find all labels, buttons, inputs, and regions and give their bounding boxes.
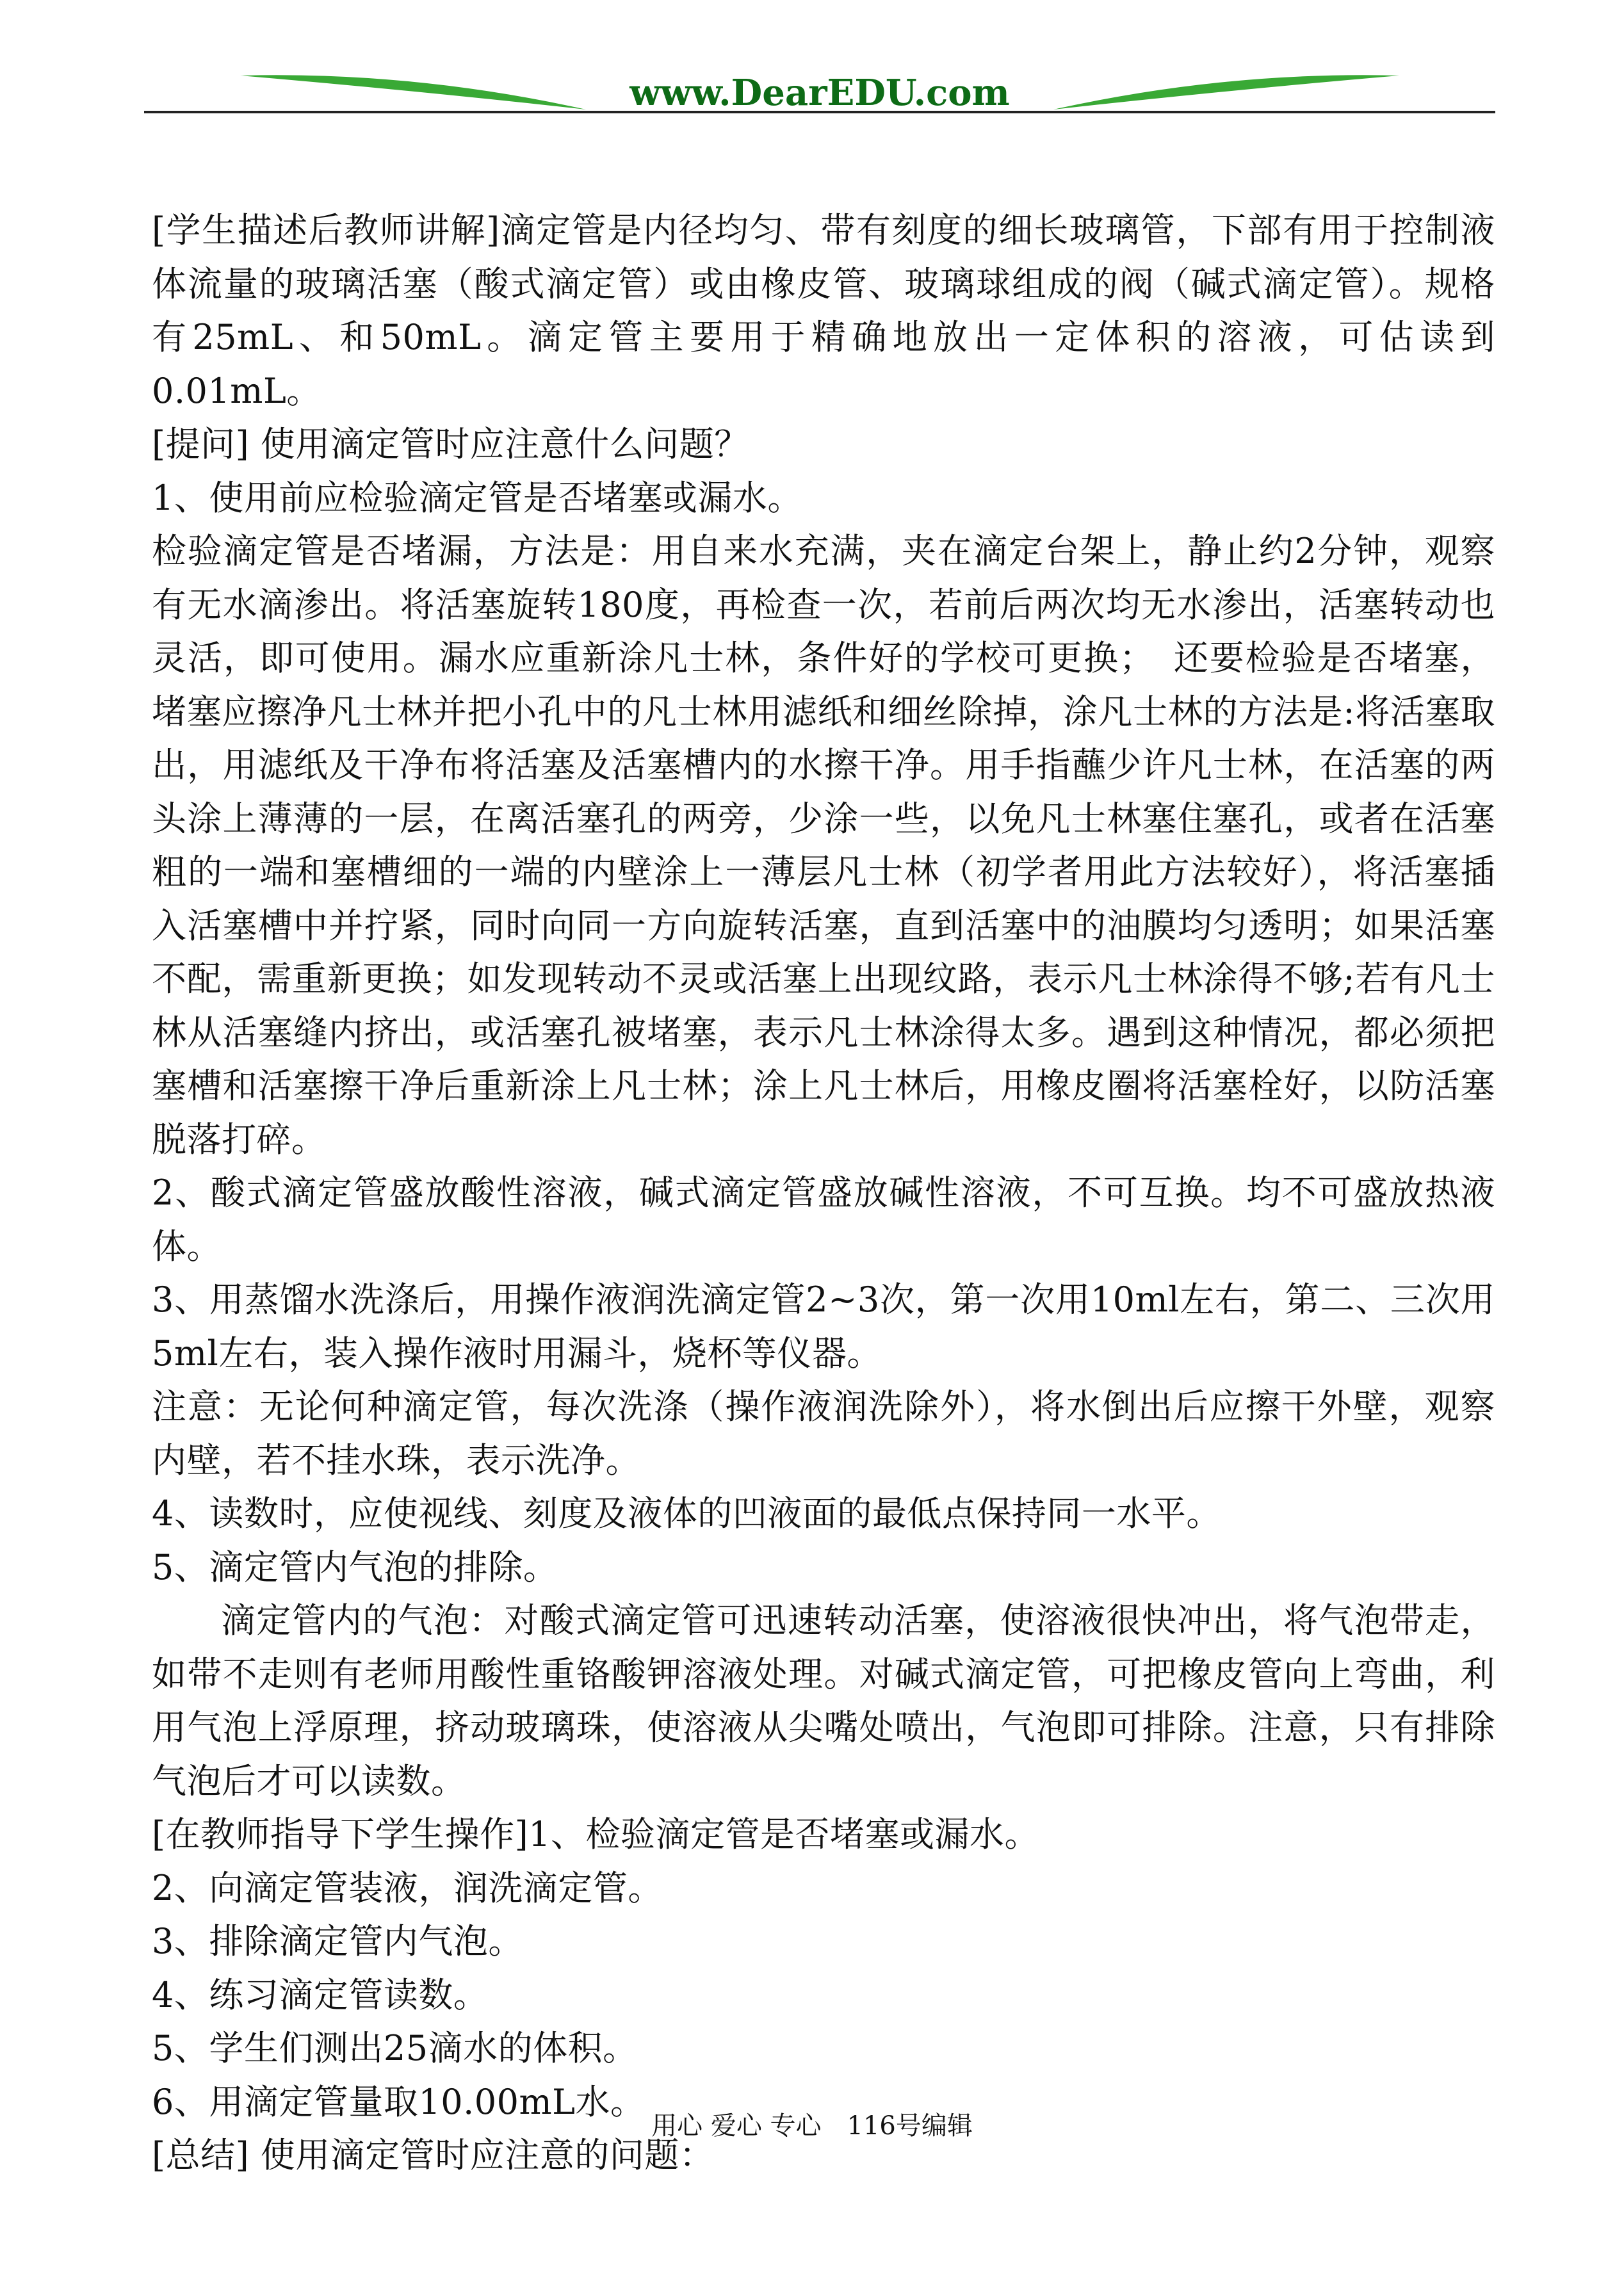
paragraph-note: 注意：无论何种滴定管，每次洗涤（操作液润洗除外），将水倒出后应擦干外壁，观察内壁，若不挂水珠，表示洗净。: [152, 1386, 1495, 1480]
practice-item-3: 3、排除滴定管内气泡。: [152, 1921, 523, 1961]
paragraph-question: [提问] 使用滴定管时应注意什么问题？: [152, 424, 749, 464]
left-swoosh-icon: [240, 75, 586, 109]
logo-text: www.DearEDU.com: [629, 72, 1010, 114]
practice-item-5: 5、学生们测出25滴水的体积。: [152, 2028, 638, 2068]
practice-item-4: 4、练习滴定管读数。: [152, 1974, 489, 2015]
paragraph-leak-check: 检验滴定管是否堵漏，方法是：用自来水充满，夹在滴定台架上，静止约2分钟，观察有无水滴渗出。将活塞旋转180度，再检查一次，若前后两次均无水渗出，活塞转动也灵活，即可使用。漏水应重新涂凡士林，条件好的学校可更换； 还要检验是否堵塞，堵塞应擦净凡士林并把小孔中的凡士林用滤纸和细丝除掉，涂凡士林的方法是:将活塞取出，用滤纸及干净布将活塞及活塞槽内的水擦干净。用手指蘸少许凡士林，在活塞的两头涂上薄薄的一层，在离活塞孔的两旁，少涂一些，以免凡士林塞住塞孔，或者在活塞粗的一端和塞槽细的一端的内壁涂上一薄层凡士林（初学者用此方法较好），将活塞插入活塞槽中并拧紧，同时向同一方向旋转活塞，直到活塞中的油膜均匀透明；如果活塞不配，需重新更换；如发现转动不灵或活塞上出现纹路，表示凡士林涂得不够;若有凡士林从活塞缝内挤出，或活塞孔被堵塞，表示凡士林涂得太多。遇到这种情况，都必须把塞槽和活塞擦干净后重新涂上凡士林；涂上凡士林后，用橡皮圈将活塞栓好，以防活塞脱落打碎。: [152, 531, 1495, 1160]
summary-heading: [总结] 使用滴定管时应注意的问题：: [152, 2135, 715, 2175]
list-item-2: 2、酸式滴定管盛放酸性溶液，碱式滴定管盛放碱性溶液，不可互换。均不可盛放热液体。: [152, 1172, 1495, 1267]
practice-item-1: [在教师指导下学生操作]1、检验滴定管是否堵塞或漏水。: [152, 1814, 1039, 1854]
list-item-5: 5、滴定管内气泡的排除。: [152, 1546, 558, 1587]
list-item-1: 1、使用前应检验滴定管是否堵塞或漏水。: [152, 477, 802, 518]
paragraph-intro: [学生描述后教师讲解]滴定管是内径均匀、带有刻度的细长玻璃管，下部有用于控制液体流量的玻璃活塞（酸式滴定管）或由橡皮管、玻璃球组成的阀（碱式滴定管）。规格有25mL、和50mL。滴定管主要用于精确地放出一定体积的溶液，可估读到0.01mL。: [152, 210, 1495, 411]
page-header: [144, 61, 1495, 126]
list-item-3: 3、用蒸馏水洗涤后，用操作液润洗滴定管2~3次，第一次用10ml左右，第二、三次用5ml左右，装入操作液时用漏斗，烧杯等仪器。: [152, 1279, 1495, 1374]
practice-item-6: 6、用滴定管量取10.00mL水。: [152, 2081, 646, 2122]
logo-banner: [144, 61, 1495, 126]
right-swoosh-icon: [1053, 75, 1399, 109]
header-divider: [144, 111, 1495, 113]
paragraph-bubbles: 滴定管内的气泡：对酸式滴定管可迅速转动活塞，使溶液很快冲出，将气泡带走，如带不走则有老师用酸性重铬酸钾溶液处理。对碱式滴定管，可把橡皮管向上弯曲，利用气泡上浮原理，挤动玻璃珠，使溶液从尖嘴处喷出，气泡即可排除。注意，只有排除气泡后才可以读数。: [152, 1600, 1495, 1801]
list-item-4: 4、读数时，应使视线、刻度及液体的凹液面的最低点保持同一水平。: [152, 1493, 1221, 1534]
practice-item-2: 2、向滴定管装液，润洗滴定管。: [152, 1867, 663, 1908]
document-body: [152, 204, 1495, 2182]
page-footer: 用心 爱心 专心 116号编辑: [651, 2111, 973, 2141]
